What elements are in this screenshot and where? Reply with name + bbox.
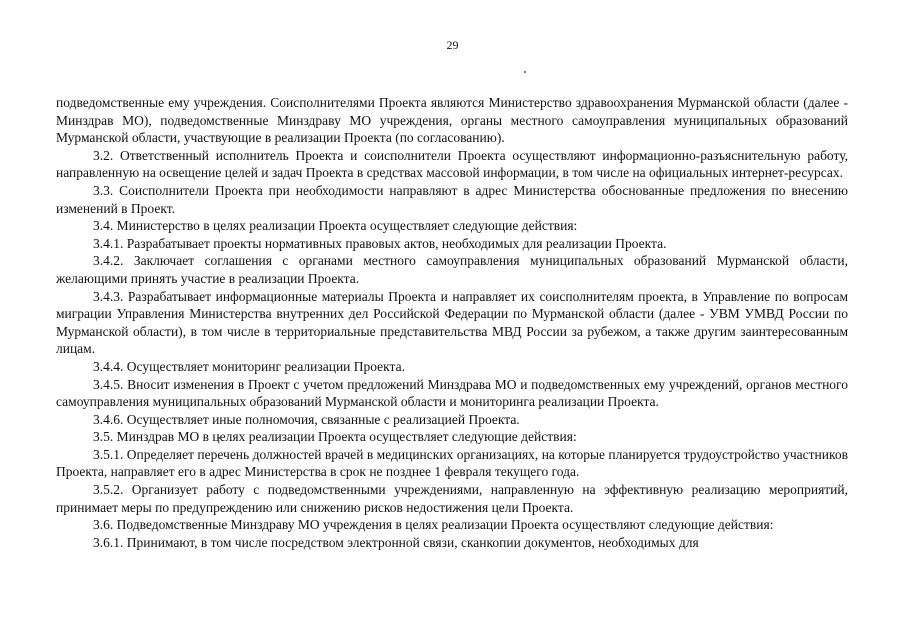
paragraph: 3.4.1. Разрабатывает проекты нормативных правовых актов, необходимых для реализации Проекта. [93,235,667,251]
paragraph: 3.4.4. Осуществляет мониторинг реализации Проекта. [93,358,405,374]
scan-speck [524,71,526,73]
paragraph: 3.5.1. Определяет перечень должностей врачей в медицинских организациях, на которые планируется трудоустройство участников Проекта, направляет его в адрес Министерства в срок не позднее 1 февраля текущего года. [56,446,848,480]
paragraph: 3.4.2. Заключает соглашения с органами местного самоуправления муниципальных образований Мурманской области, желающими принять участие в реализации Проекта. [56,253,848,286]
paragraph: 3.6.1. Принимают, в том числе посредством электронной связи, сканкопии документов, необходимых для [93,534,699,550]
paragraph: 3.6. Подведомственные Минздраву МО учреждения в целях реализации Проекта осуществляют следующие действия: [93,517,774,533]
paragraph: 3.3. Соисполнители Проекта при необходимости направляют в адрес Министерства обоснованные предложения по внесению изменений в Проект. [56,182,848,216]
paragraph: 3.5. Минздрав МО в целях реализации Проекта осуществляет следующие действия: [93,429,577,445]
paragraph: 3.2. Ответственный исполнитель Проекта и соисполнители Проекта осуществляют информационно-разъяснительную работу, направленную на освещение целей и задач Проекта в средствах массовой информации, в том числе на официальных интернет-ресурсах. [56,147,848,181]
paragraph: подведомственные ему учреждения. Соисполнителями Проекта являются Министерство здравоохранения Мурманской области (далее - Минздрав МО), подведомственные Минздраву МО учреждения, органы местного самоуправления муниципальных образований Мурманской области, участвующие в реализации Проекта (по согласованию). [56,95,848,146]
paragraph: 3.5.2. Организует работу с подведомственными учреждениями, направленную на эффективную реализацию мероприятий, принимает меры по предупреждению или снижению рисков недостижения цели Проекта. [56,482,848,515]
paragraph: 3.4. Министерство в целях реализации Проекта осуществляет следующие действия: [93,218,578,234]
document-body [56,94,848,551]
page-number: 29 [446,38,459,52]
paragraph: 3.4.5. Вносит изменения в Проект с учетом предложений Минздрава МО и подведомственных ему учреждений, органов местного самоуправления муниципальных образований Мурманской области и мониторинга реализации Проекта. [56,376,848,410]
paragraph: 3.4.6. Осуществляет иные полномочия, связанные с реализацией Проекта. [93,411,520,427]
paragraph: 3.4.3. Разрабатывает информационные материалы Проекта и направляет их соисполнителям проекта, в Управление по вопросам миграции Управления Министерства внутренних дел Российской Федерации по Мурманской области (далее - УВМ УМВД России по Мурманской области), в том числе в территориальные представительства МВД России за рубежом, а также другим заинтересованным лицам. [56,288,848,357]
